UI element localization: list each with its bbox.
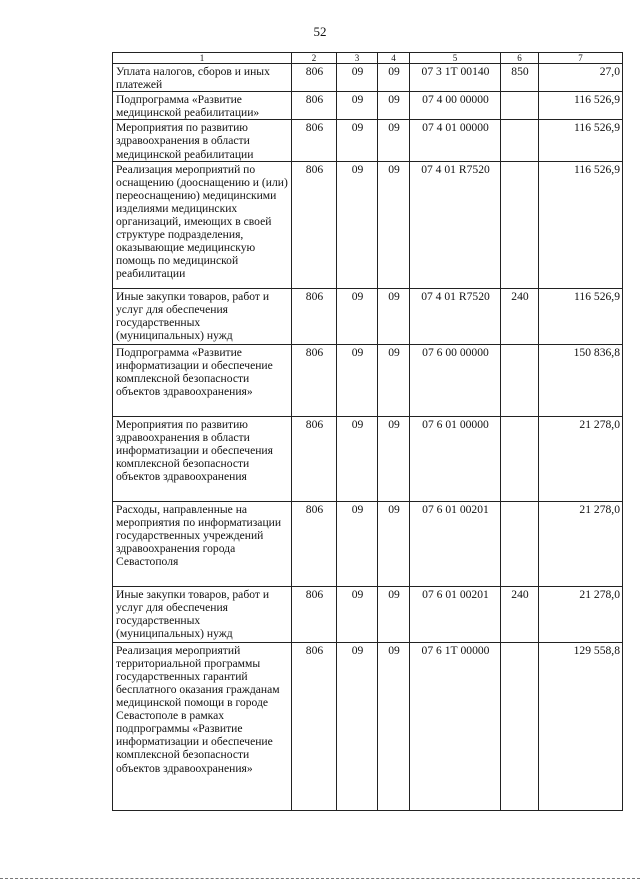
column-header-3: 3 [337, 53, 378, 64]
row-code-4: 09 [378, 416, 410, 501]
row-code-5: 07 6 01 00000 [410, 416, 501, 501]
row-code-5: 07 4 01 R7520 [410, 161, 501, 288]
row-code-4: 09 [378, 92, 410, 120]
row-amount: 150 836,8 [539, 344, 623, 416]
row-code-5: 07 3 1Т 00140 [410, 64, 501, 92]
row-code-4: 09 [378, 586, 410, 642]
row-code-3: 09 [337, 501, 378, 586]
column-header-5: 5 [410, 53, 501, 64]
table-row [113, 501, 623, 586]
row-code-6 [501, 120, 539, 161]
table-row [113, 92, 623, 120]
row-amount: 27,0 [539, 64, 623, 92]
row-code-3: 09 [337, 120, 378, 161]
row-amount: 21 278,0 [539, 416, 623, 501]
row-code-2: 806 [292, 416, 337, 501]
row-code-5: 07 6 1Т 00000 [410, 642, 501, 810]
row-code-2: 806 [292, 120, 337, 161]
column-header-7: 7 [539, 53, 623, 64]
row-description: Расходы, направленные на мероприятия по информатизации государственных учреждений здравоохранения города Севастополя [113, 501, 292, 586]
row-code-6 [501, 642, 539, 810]
header-row [113, 53, 623, 64]
row-code-2: 806 [292, 344, 337, 416]
row-code-4: 09 [378, 161, 410, 288]
row-code-2: 806 [292, 64, 337, 92]
row-amount: 116 526,9 [539, 92, 623, 120]
row-code-6: 240 [501, 288, 539, 344]
row-code-4: 09 [378, 501, 410, 586]
row-code-4: 09 [378, 120, 410, 161]
row-amount: 116 526,9 [539, 120, 623, 161]
row-description: Подпрограмма «Развитие медицинской реабилитации» [113, 92, 292, 120]
row-amount: 129 558,8 [539, 642, 623, 810]
row-amount: 21 278,0 [539, 501, 623, 586]
table-row [113, 288, 623, 344]
row-code-5: 07 4 01 R7520 [410, 288, 501, 344]
table-row [113, 120, 623, 161]
row-code-3: 09 [337, 642, 378, 810]
row-code-3: 09 [337, 92, 378, 120]
row-code-2: 806 [292, 92, 337, 120]
table-row [113, 64, 623, 92]
column-header-1: 1 [113, 53, 292, 64]
row-code-3: 09 [337, 586, 378, 642]
table-row [113, 586, 623, 642]
table-row [113, 416, 623, 501]
table-row [113, 344, 623, 416]
row-code-5: 07 4 00 00000 [410, 92, 501, 120]
row-code-6: 240 [501, 586, 539, 642]
row-description: Иные закупки товаров, работ и услуг для обеспечения государственных (муниципальных) нужд [113, 586, 292, 642]
row-code-4: 09 [378, 344, 410, 416]
row-code-2: 806 [292, 586, 337, 642]
column-header-6: 6 [501, 53, 539, 64]
row-code-6 [501, 161, 539, 288]
page-bottom-divider [0, 878, 640, 879]
row-code-4: 09 [378, 64, 410, 92]
row-code-5: 07 6 01 00201 [410, 586, 501, 642]
row-code-6 [501, 416, 539, 501]
row-code-3: 09 [337, 288, 378, 344]
row-code-3: 09 [337, 416, 378, 501]
row-code-5: 07 6 01 00201 [410, 501, 501, 586]
table-row [113, 642, 623, 810]
row-code-6: 850 [501, 64, 539, 92]
row-amount: 116 526,9 [539, 161, 623, 288]
row-code-4: 09 [378, 288, 410, 344]
row-code-3: 09 [337, 344, 378, 416]
row-description: Подпрограмма «Развитие информатизации и обеспечение комплексной безопасности объектов здравоохранения» [113, 344, 292, 416]
row-code-2: 806 [292, 501, 337, 586]
column-header-2: 2 [292, 53, 337, 64]
row-code-6 [501, 344, 539, 416]
row-description: Мероприятия по развитию здравоохранения в области медицинской реабилитации [113, 120, 292, 161]
row-code-2: 806 [292, 161, 337, 288]
row-description: Мероприятия по развитию здравоохранения в области информатизации и обеспечения комплексной безопасности объектов здравоохранения [113, 416, 292, 501]
table-row [113, 161, 623, 288]
row-amount: 116 526,9 [539, 288, 623, 344]
row-code-2: 806 [292, 642, 337, 810]
row-code-2: 806 [292, 288, 337, 344]
row-code-6 [501, 501, 539, 586]
row-amount: 21 278,0 [539, 586, 623, 642]
page-number: 52 [313, 24, 327, 39]
row-description: Иные закупки товаров, работ и услуг для обеспечения государственных (муниципальных) нужд [113, 288, 292, 344]
row-description: Реализация мероприятий территориальной программы государственных гарантий бесплатного оказания гражданам медицинской помощи в городе Севастополе в рамках подпрограммы «Развитие информатизации и обеспечение комплексной безопасности объектов здравоохранения» [113, 642, 292, 810]
row-code-5: 07 6 00 00000 [410, 344, 501, 416]
row-code-6 [501, 92, 539, 120]
row-code-5: 07 4 01 00000 [410, 120, 501, 161]
row-code-3: 09 [337, 161, 378, 288]
column-header-4: 4 [378, 53, 410, 64]
row-description: Уплата налогов, сборов и иных платежей [113, 64, 292, 92]
budget-table [112, 52, 623, 811]
row-code-3: 09 [337, 64, 378, 92]
row-description: Реализация мероприятий по оснащению (дооснащению и (или) переоснащению) медицинскими изделиями медицинских организаций, имеющих в своей структуре подразделения, оказывающие медицинскую помощь по медицинской реабилитации [113, 161, 292, 288]
row-code-4: 09 [378, 642, 410, 810]
